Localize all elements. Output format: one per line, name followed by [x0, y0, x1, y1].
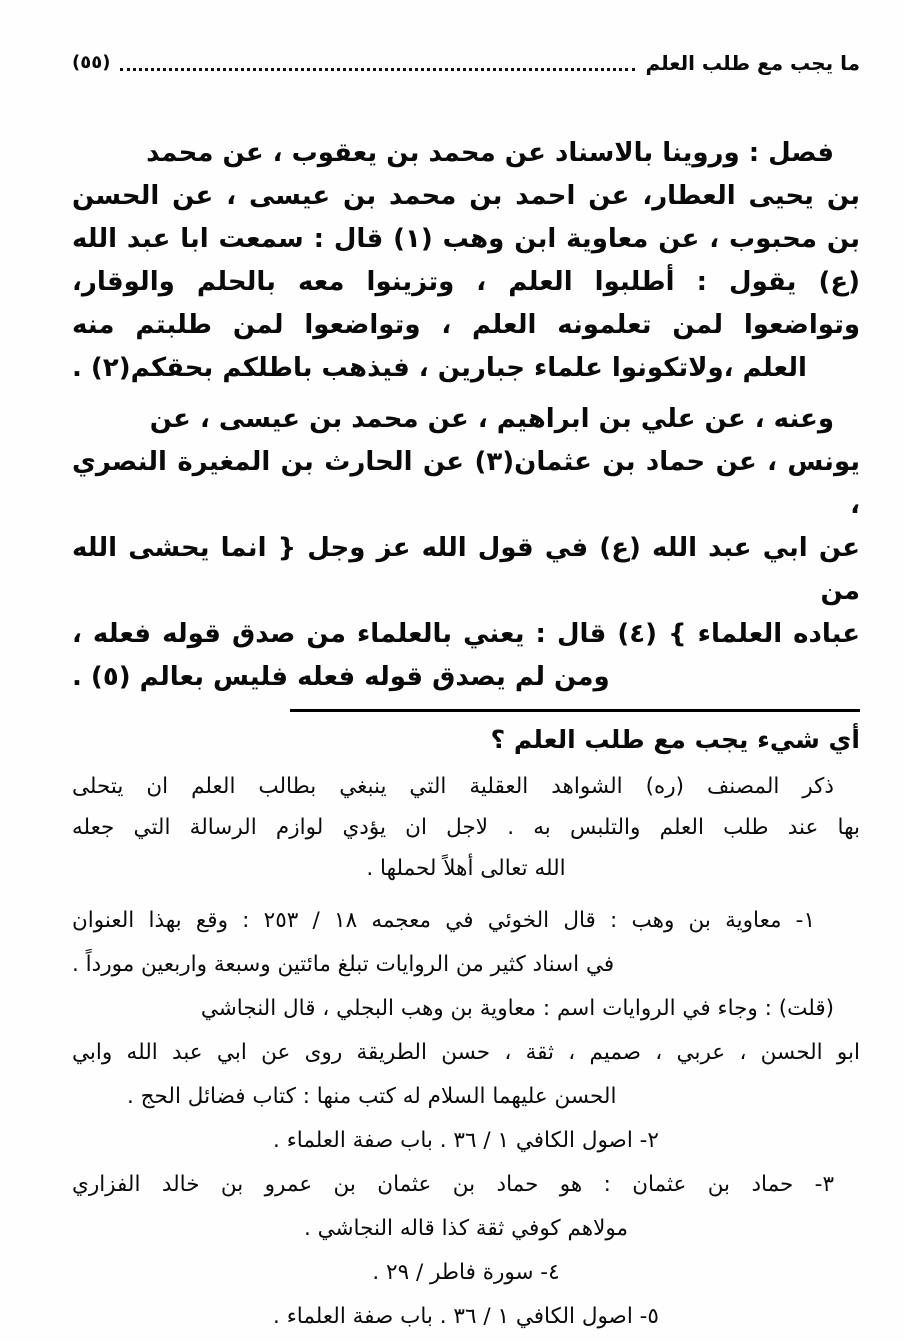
footnote-line: ٢- اصول الكافي ١ / ٣٦ . باب صفة العلماء .: [273, 1128, 659, 1153]
commentary-line: بها عند طلب العلم والتلبس به . لاجل ان يؤدي لوازم الرسالة التي جعله: [72, 815, 860, 840]
footnote-line: مولاهم كوفي ثقة كذا قاله النجاشي .: [303, 1216, 629, 1241]
footnote-line: ١- معاوية بن وهب : قال الخوئي في معجمه ١٨ / ٢٥٣ : وقع بهذا العنوان: [72, 908, 816, 933]
footnote-line: ٥- اصول الكافي ١ / ٣٦ . باب صفة العلماء .: [273, 1304, 659, 1329]
dotted-leader: [120, 68, 635, 71]
footnote-line: ابو الحسن ، عربي ، صميم ، ثقة ، حسن الطريقة روى عن ابي عبد الله وابي: [72, 1040, 860, 1065]
footnote-line: الحسن عليهما السلام له كتب منها : كتاب فضائل الحج .: [127, 1084, 617, 1109]
body-line: وعنه ، عن علي بن ابراهيم ، عن محمد بن عيسى ، عن: [149, 404, 834, 434]
commentary: [72, 766, 860, 889]
page-number: (٥٥): [72, 52, 111, 73]
body-line: بن يحيى العطار، عن احمد بن محمد بن عيسى ، عن الحسن: [72, 181, 860, 211]
commentary-line: ذكر المصنف (ره) الشواهد العقلية التي ينبغي بطالب العلم ان يتحلى: [72, 774, 834, 799]
body-line: عن ابي عبد الله (ع) في قول الله عز وجل { انما يحشى الله من: [72, 533, 860, 606]
footnote-line: ٤- سورة فاطر / ٢٩ .: [372, 1260, 560, 1285]
body-line: فصل : وروينا بالاسناد عن محمد بن يعقوب ، عن محمد: [146, 138, 834, 168]
body-line: العلم ،ولاتكونوا علماء جبارين ، فيذهب باطلكم بحقكم(٢) .: [72, 353, 807, 383]
commentary-line: الله تعالى أهلاً لحملها .: [366, 856, 566, 881]
footnote-line: (قلت) : وجاء في الروايات اسم : معاوية بن وهب البجلي ، قال النجاشي: [200, 996, 834, 1021]
body-line: عباده العلماء } (٤) قال : يعني بالعلماء من صدق قوله فعله ،: [72, 619, 861, 649]
body-line: يونس ، عن حماد بن عثمان(٣) عن الحارث بن المغيرة النصري ،: [72, 447, 861, 520]
chapter-title: ما يجب مع طلب العلم: [645, 51, 860, 75]
body-line: بن محبوب ، عن معاوية ابن وهب (١) قال : سمعت ابا عبد الله: [72, 224, 860, 254]
hadith-paragraph-2: [72, 398, 860, 699]
footnotes: [72, 899, 860, 1339]
section-heading: أي شيء يجب مع طلب العلم ؟: [490, 725, 860, 754]
footnote-line: ٣- حماد بن عثمان : هو حماد بن عثمان بن عمرو بن خالد الفزاري: [72, 1172, 834, 1197]
section-divider: [290, 709, 860, 712]
footnote-line: في اسناد كثير من الروايات تبلغ مائتين وسبعة واربعين مورداً .: [72, 952, 615, 977]
running-header: [72, 46, 860, 80]
body-line: وتواضعوا لمن تعلمونه العلم ، وتواضعوا لمن طلبتم منه: [72, 310, 860, 340]
body-line: ومن لم يصدق قوله فعله فليس بعالم (٥) .: [72, 662, 610, 692]
body-line: (ع) يقول : أطلبوا العلم ، وتزينوا معه بالحلم والوقار،: [72, 267, 860, 297]
hadith-paragraph-1: [72, 132, 860, 390]
